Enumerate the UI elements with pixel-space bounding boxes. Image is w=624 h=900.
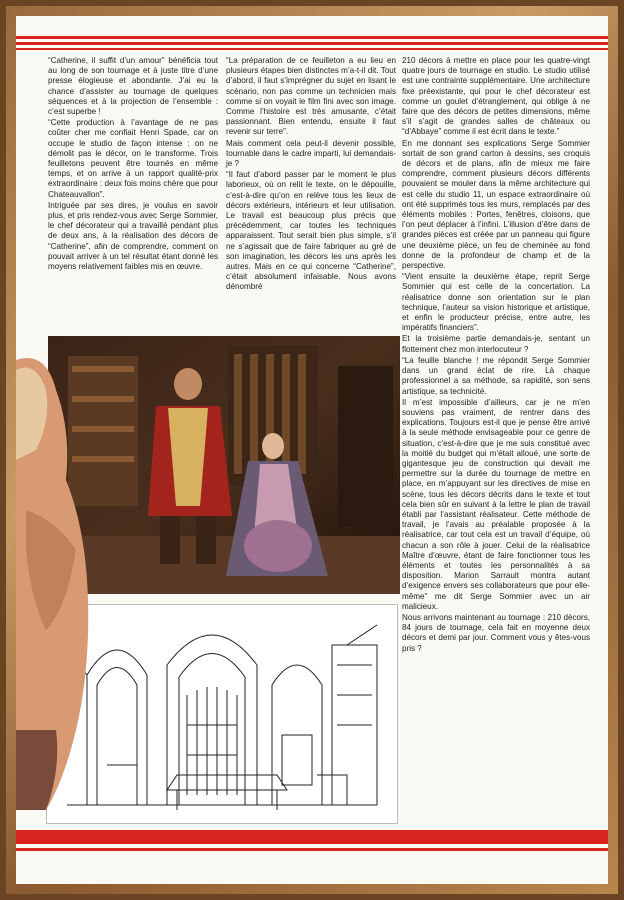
paragraph: Intriguée par ses dires, je voulus en savoir plus, et pris rendez-vous avec Serge Sommier, le chef décorateur qui a travaillé pendant plus de deux ans, à la réalisation des décors de “Catherine”, afin de comprendre, comment on pouvait arriver à un tel résultat étant donné les moyens relativement faibles mis en œuvre. — [48, 200, 218, 272]
paragraph: En me donnant ses explications Serge Sommier sortait de son grand carton à dessins, ses croquis de décors et de plans, afin de mieux me faire comprendre, comment plusieurs décors différents pouvaient se mouler dans la même architecture qui est celle du studio 11, un espace extraordinaire où ont été supprimés tous les murs, remplacés par des éléments mobiles : Portes, fenêtres, cloisons, que l’on peut déplacer à l’infini. L’illusion d’être dans de grandes pièces est créée par un panneau qui figure une deuxième pièce, un feu de cheminée au fond donne de la profondeur de champ et de la perspective. — [402, 138, 590, 271]
top-red-stripe — [16, 48, 608, 50]
paragraph: Mais comment cela peut-il devenir possible, tournable dans le cadre imparti, lui demandais-je ? — [226, 138, 396, 169]
paragraph: “La feuille blanche ! me répondit Serge Sommier dans un grand éclat de rire. Là chaque professionnel a sa méthode, sa rapidité, son sens artistique, sa technicité. — [402, 355, 590, 396]
scene-photo — [48, 336, 400, 594]
top-red-stripe — [16, 36, 608, 39]
paragraph: Et la troisième partie demandais-je, sentant un flottement chez mon interlocuteur ? — [402, 334, 590, 354]
top-red-stripe — [16, 42, 608, 45]
foreground-figure — [16, 350, 94, 810]
article-column-1 — [48, 56, 218, 273]
paragraph: 210 décors à mettre en place pour les quatre-vingt quatre jours de tournage en studio. Le studio utilisé est une contrainte supplémentaire. Une architecture fixe préexistante, qui pour le chef décorateur est comme un goulet d’étranglement, qui oblige à ne faire que des décors de petites dimensions, même s’il s’agit de grandes salles de châteaux ou “d’Abbaye” comme il est écrit dans le texte.” — [402, 56, 590, 137]
paragraph: “Catherine, il suffit d’un amour” bénéficia tout au long de son tournage et à juste titre d’une presse élogieuse et abondante. J’ai eu la chance d’assister au tournage de quelques séquences et à la projection de l’ensemble : c’est superbe ! — [48, 56, 218, 117]
paragraph: Nous arrivons maintenant au tournage : 210 décors, 84 jours de tournage, cela fait en moyenne deux décors et demi par jour. Comment vous y êtes-vous pris ? — [402, 612, 590, 653]
paragraph: “Il faut d’abord passer par le moment le plus laborieux, où on relit le texte, on le dépouille, c’est-à-dire qu’on en relève tous les lieux de décors extérieurs, intérieurs et leur utilisation. Le travail est beaucoup plus précis que précédemment, car toutes les techniques apparaissent. Tout serait bien plus simple, s’il ne s’agissait que de faire fabriquer au gré de son imagination, les décors les uns après les autres. Mais en ce qui concerne “Catherine”, c’était absolument infaisable. Nous avons dénombré — [226, 170, 396, 292]
bottom-red-stripe — [16, 848, 608, 851]
paragraph: “Cette production à l’avantage de ne pas coûter cher me confiait Henri Spade, car on occupe le studio de façon intense : on ne démolit pas le décor, on le transforme. Trois feuilletons peuvent être tournés en même temps, et on arrive à un rapport qualité-prix extraordinaire : deux fois moins chère que pour Chateauvallon”. — [48, 118, 218, 199]
paragraph: Il m’est impossible d’ailleurs, car je ne m’en souviens pas vraiment, de rentrer dans des explications. Toujours est-il que je pense être arrivé à la seule méthode envisageable pour ce genre de situation, c’est-à-dire que je me suis constitué avec la moitié du budget qui m’était alloué, une sorte de gigantesque jeu de construction qui devait me permettre sur la durée du tournage de mettre en place, en m’appuyant sur les directives de mise en scène, tous les décors décrits dans le texte et tout cela bien sûr en suivant à la lettre le plan de travail établi par l’assistant réalisateur. Cette méthode de travail, je l’avais au préalable proposée à la réalisatrice, car tout cela est un travail d’équipe, où chacun a son rôle à jouer. Celui de la réalisatrice Maître d’œuvre, étant de faire fonctionner tous les éléments et toutes les personnalités à sa disposition. Marion Sarrault montra autant d’exigence envers ses collaborateurs que pour elle-même” me dit Serge Sommier avec un air malicieux. — [402, 397, 590, 611]
article-column-3 — [402, 56, 590, 655]
article-column-2 — [226, 56, 396, 294]
magazine-page — [16, 16, 608, 884]
set-design-sketch — [46, 604, 398, 824]
paragraph: “La préparation de ce feuilleton a eu lieu en plusieurs étapes bien distinctes m’a-t-il dit. Tout d’abord, il faut s’imprégner du sujet en lisant le scénario, non pas comme un technicien mais comme si on voyait le film fini avec son image. Comme l’histoire est très amusante, c’était passionnant. Bien entendu, ensuite il faut revenir sur terre”. — [226, 56, 396, 137]
paragraph: “Vient ensuite la deuxième étape, reprit Serge Sommier qui est celle de la concertation. La réalisatrice donne son orientation sur le plan technique, l’auteur sa vision historique et artistique, et enfin le producteur précise, entre autre, les impératifs financiers”. — [402, 272, 590, 333]
bottom-red-band — [16, 830, 608, 844]
